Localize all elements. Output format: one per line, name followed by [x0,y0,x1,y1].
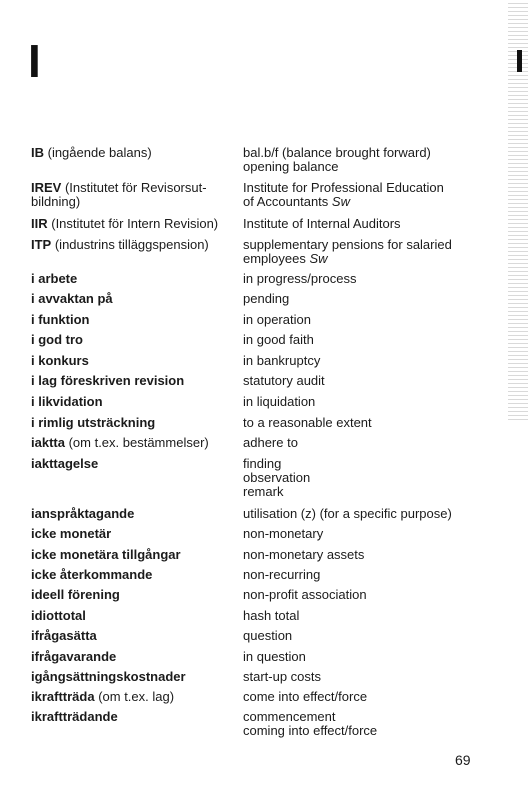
region-note: Sw [331,194,350,209]
entry-definition [243,238,452,266]
definition-line [243,395,315,409]
definition-line [243,710,377,724]
entry-term [31,690,174,704]
headword-gloss: (Institutet för Revisorsut- [61,180,207,195]
headword-gloss: (om t.ex. lag) [94,689,175,704]
entry-definition [243,568,320,582]
definition-text: observation [243,470,311,485]
entry-term [31,568,152,582]
headword: iaktta [31,435,65,450]
definition-text: supplementary pensions for salaried [243,237,452,252]
entry-definition [243,710,377,738]
headword: ITP [31,237,52,252]
definition-line [243,548,364,562]
definition-text: employees [243,251,306,266]
definition-line [243,629,292,643]
definition-text: in liquidation [243,394,316,409]
entry-term [31,710,118,724]
entry-definition [243,670,321,684]
entry-term [31,238,209,252]
definition-text: in progress/process [243,271,357,286]
entry-term [31,670,186,684]
headword: igångsättningskostnader [31,669,186,684]
region-note: Sw [309,251,328,266]
headword: ianspråktagande [31,506,135,521]
definition-text: in operation [243,312,311,327]
entry-term [31,354,89,368]
definition-line [243,181,444,195]
entry-definition [243,416,372,430]
definition-text: coming into effect/force [243,723,378,738]
entry-definition [243,181,444,209]
headword-gloss: (ingående balans) [44,145,152,160]
headword: ideell förening [31,587,120,602]
definition-line [243,252,452,266]
entry-term [31,374,184,388]
definition-line [243,416,372,430]
definition-line [243,527,323,541]
definition-line [243,670,321,684]
headword-gloss: (om t.ex. bestämmelser) [64,435,209,450]
entry-term [31,333,83,347]
headword-gloss-continued: bildning) [31,194,81,209]
entry-definition [243,457,310,499]
definition-line [243,333,314,347]
definition-text: in bankruptcy [243,353,321,368]
headword-gloss: (Institutet för Intern Revision) [47,216,219,231]
headword: ifrågasätta [31,628,97,643]
definition-line [243,195,444,209]
headword: i god tro [31,332,83,347]
definition-line [243,588,367,602]
entry-term [31,629,97,643]
definition-text: hash total [243,608,300,623]
entry-definition [243,333,314,347]
definition-line [243,457,310,471]
definition-text: adhere to [243,435,298,450]
entry-term [31,313,90,327]
page-number: 69 [455,752,471,768]
entry-definition [243,690,367,704]
definition-line [243,272,356,286]
entry-term [31,272,77,286]
entry-term [31,395,103,409]
definition-line [243,609,299,623]
entry-term [31,527,111,541]
definition-text: utilisation (z) (for a specific purpose) [243,506,452,521]
entry-term [31,436,209,450]
entry-term [31,416,155,430]
entry-term [31,292,113,306]
definition-text: opening balance [243,159,339,174]
definition-text: to a reasonable extent [243,415,372,430]
definition-text: bal.b/f (balance brought forward) [243,145,431,160]
definition-text: statutory audit [243,373,325,388]
definition-line [243,507,452,521]
definition-text: finding [243,456,282,471]
entry-definition [243,292,289,306]
entry-definition [243,395,315,409]
entry-term [31,548,181,562]
headword: icke monetär [31,526,112,541]
definition-text: of Accountants [243,194,329,209]
entry-definition [243,217,401,231]
headword: idiottotal [31,608,86,623]
headword: i rimlig utsträckning [31,415,156,430]
entry-definition [243,436,298,450]
definition-line [243,354,320,368]
definition-line [243,485,310,499]
entry-definition [243,527,323,541]
headword: IIR [31,216,48,231]
headword: i konkurs [31,353,89,368]
definition-line [243,690,367,704]
definition-line [243,568,320,582]
definition-text: pending [243,291,290,306]
entry-term [31,181,207,209]
entry-term [31,650,116,664]
definition-text: non-profit association [243,587,367,602]
entry-definition [243,313,311,327]
headword: i lag föreskriven revision [31,373,185,388]
headword: icke monetära tillgångar [31,547,181,562]
definition-text: in good faith [243,332,314,347]
definition-text: non-recurring [243,567,321,582]
definition-text: question [243,628,293,643]
definition-text: remark [243,484,284,499]
definition-text: Institute of Internal Auditors [243,216,401,231]
definition-line [243,471,310,485]
entry-term [31,609,86,623]
definition-line [243,650,306,664]
entry-definition [243,146,431,174]
headword: iakttagelse [31,456,99,471]
entry-definition [243,609,299,623]
headword: ikraftträdande [31,709,118,724]
definition-line [243,160,431,174]
definition-line [243,146,431,160]
entry-definition [243,507,452,521]
entry-term [31,588,120,602]
definition-text: commencement [243,709,336,724]
entry-term [31,146,152,160]
entry-term [31,507,134,521]
entry-definition [243,629,292,643]
headword: icke återkommande [31,567,153,582]
headword: i likvidation [31,394,103,409]
definition-line [243,238,452,252]
entry-definition [243,650,306,664]
entry-term [31,217,218,231]
entry-definition [243,272,356,286]
entry-definition [243,374,325,388]
headword: IB [31,145,44,160]
entry-definition [243,354,320,368]
entry-definition [243,548,364,562]
section-letter: I [28,35,41,87]
definition-line [243,436,298,450]
headword: ikraftträda [31,689,95,704]
headword: i arbete [31,271,78,286]
definition-line [243,292,289,306]
definition-text: start-up costs [243,669,322,684]
headword: ifrågavarande [31,649,117,664]
headword: IREV [31,180,62,195]
definition-line [243,313,311,327]
definition-text: non-monetary assets [243,547,365,562]
headword: i avvaktan på [31,291,113,306]
definition-text: non-monetary [243,526,324,541]
definition-line [243,724,377,738]
definition-text: Institute for Professional Education [243,180,444,195]
definition-line [243,374,325,388]
definition-text: in question [243,649,306,664]
entry-term [31,457,98,471]
headword: i funktion [31,312,90,327]
entry-definition [243,588,367,602]
headword-gloss: (industrins tilläggspension) [51,237,209,252]
definition-line [243,217,401,231]
definition-text: come into effect/force [243,689,368,704]
